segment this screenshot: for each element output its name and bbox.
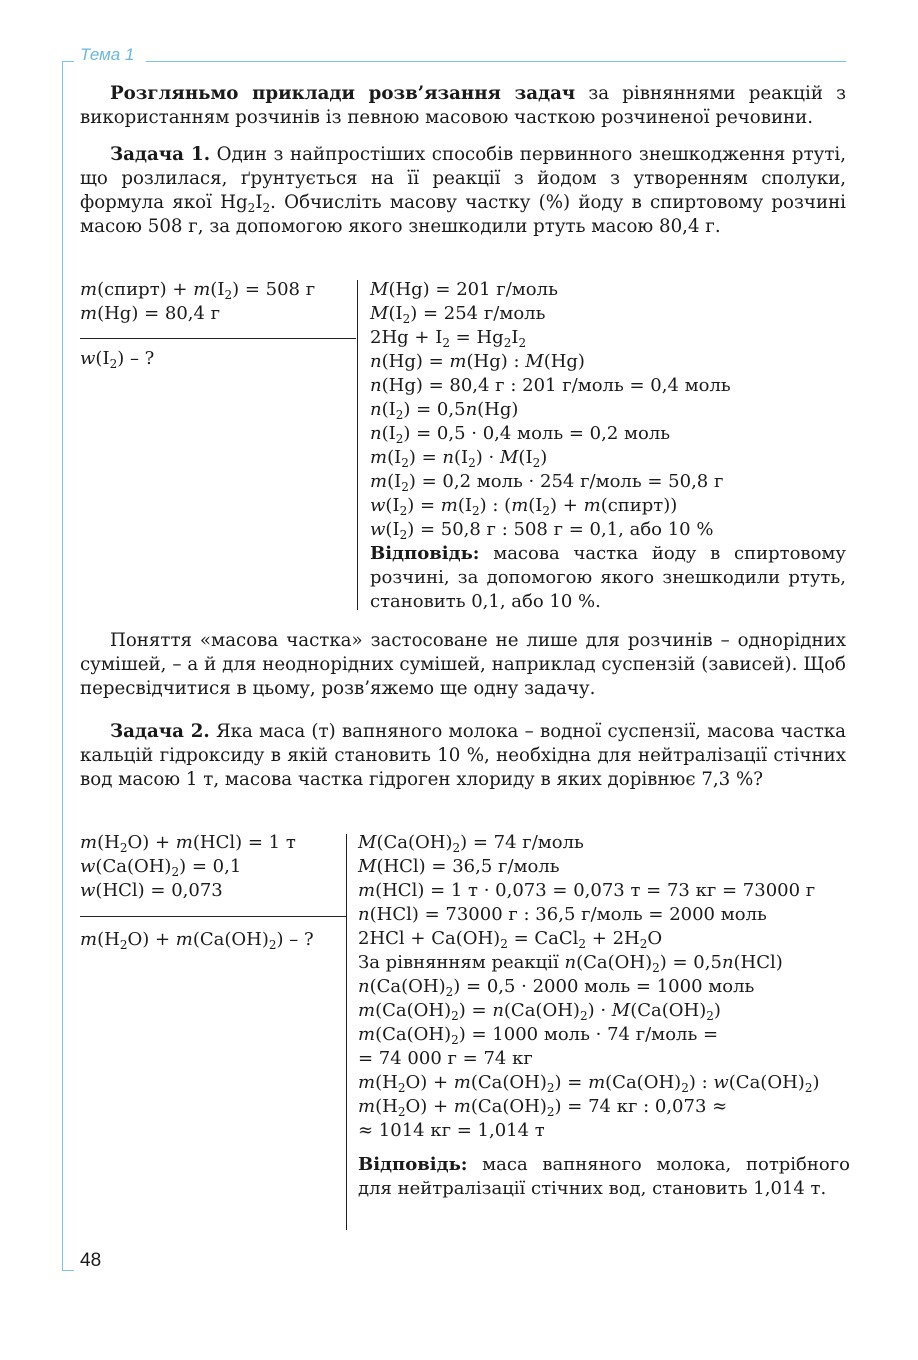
task2-solution-line: За рівнянням реакції $n(Ca(OH)_2) = 0,5n(HCl)$ xyxy=(358,952,783,975)
task1-given-line1: m(спирт) + $m(I_2) = 508$ г xyxy=(80,279,316,302)
task1-solution-lines xyxy=(370,278,846,542)
task2-solution-line: $n(Ca(OH)_2) = 0,5 \cdot 2000$ моль = 1000 моль xyxy=(358,976,755,999)
task2-text: Яка маса (т) вапняного молока – водної суспензії, масова частка кальцій гідроксиду в якій становить 10 %, необхідна для нейтралізації стічних вод масою 1 т, масова частка гідроген хлориду в яких дорівнює 7,3 %? xyxy=(80,721,846,790)
task2-statement xyxy=(80,720,846,792)
intro-bold: Розгляньмо приклади розв’язання задач xyxy=(110,83,576,104)
task2-solution-line: ≈ 1014 кг = 1,014 т xyxy=(358,1120,545,1141)
task2-solution-line: $m(Ca(OH)_2) = n(Ca(OH)_2) \cdot M(Ca(OH)_2)$ xyxy=(358,1000,721,1023)
task2-label: Задача 2. xyxy=(110,721,210,742)
task2-solution-line: n(HCl) = 73000 г : 36,5 г/моль = 2000 моль xyxy=(358,904,767,925)
task2-find xyxy=(80,928,314,952)
task1-given xyxy=(80,278,315,326)
task2-vertical-divider xyxy=(346,834,347,1230)
task1-solution-line: $2Hg + I_2 = Hg_2I_2$ xyxy=(370,327,527,350)
task1-given-divider xyxy=(80,338,356,339)
task1-solution-line: M(Hg) = 201 г/моль xyxy=(370,279,558,300)
task2-answer xyxy=(358,1153,850,1201)
task1-find xyxy=(80,347,154,371)
task1-solution-line: $M(I_2) = 254$ г/моль xyxy=(370,303,546,326)
task1-solution-line: n(Hg) = m(Hg) : M(Hg) xyxy=(370,351,585,372)
task2-solution-line: $m(Ca(OH)_2) = 1000$ моль · 74 г/моль = xyxy=(358,1024,719,1047)
task2-answer-text: маса вапняного молока, потрібного для нейтралізації стічних вод, становить 1,014 т. xyxy=(358,1154,850,1199)
task1-solution-line: $m(I_2) = 0,2$ моль · 254 г/моль = 50,8 г xyxy=(370,471,724,494)
task2-given-line2: $w(Ca(OH)_2) = 0,1$ xyxy=(80,856,242,879)
task1-solution-line: n(Hg) = 80,4 г : 201 г/моль = 0,4 моль xyxy=(370,375,731,396)
task1-label: Задача 1. xyxy=(110,144,211,165)
task1-answer-text: масова частка йоду в спиртовому розчині, за допомогою якого знешкодили ртуть, становить 0,1, або 10 %. xyxy=(370,543,846,612)
task2-solution-line: m(HCl) = 1 т · 0,073 = 0,073 т = 73 кг = 73000 г xyxy=(358,880,816,901)
task2-solution-line: M(HCl) = 36,5 г/моль xyxy=(358,856,560,877)
task1-solution-line: $n(I_2) = 0,5 \cdot 0,4$ моль = 0,2 моль xyxy=(370,423,671,446)
task2-given xyxy=(80,831,296,903)
task2-solution-lines xyxy=(358,831,850,1143)
task2-solution-line: $2HCl + Ca(OH)_2$ = CaCl$_2$ + $2H_2O$ xyxy=(358,928,663,951)
task1-solution-line: $w(I_2) = 50,8$ г : 508 г = 0,1, або 10 % xyxy=(370,519,714,542)
middle-paragraph-text: Поняття «масова частка» застосоване не лише для розчинів – однорідних сумішей, – а й для неоднорідних сумішей, наприклад суспензій (зависей). Щоб пересвідчитися в цьому, розв’яжемо ще одну задачу. xyxy=(80,630,846,699)
task2-solution-line: $M(Ca(OH)_2) = 74$ г/моль xyxy=(358,832,584,855)
task1-answer xyxy=(370,542,846,614)
frame-corner-bottom xyxy=(62,1270,74,1271)
intro-paragraph xyxy=(80,82,846,130)
frame-corner-top xyxy=(62,61,74,62)
intro-rest: за рівняннями реакцій з використанням розчинів із певною масовою часткою розчиненої речовини. xyxy=(80,83,846,128)
topic-label: Тема 1 xyxy=(80,45,135,64)
task1-solution-line: $w(I_2) = m(I_2)$ : ($m(I_2)$ + m(спирт)) xyxy=(370,495,678,518)
task2-given-divider xyxy=(80,916,346,917)
middle-paragraph xyxy=(80,629,846,701)
page-number: 48 xyxy=(80,1250,102,1271)
frame-left-line xyxy=(62,61,63,1271)
task2-solution-line: $m(H_2O) + m(Ca(OH)_2) = m(Ca(OH)_2)$ : $w(Ca(OH)_2)$ xyxy=(358,1072,820,1095)
task2-solution xyxy=(358,831,850,1201)
task1-text-a: Один з найпростіших способів первинного знешкодження ртуті, що розлилася, ґрунтується на її реакції з йодом з утворенням сполуки, формула якої Hg xyxy=(80,144,846,213)
task2-given-line3: w(HCl) = 0,073 xyxy=(80,880,223,901)
task1-solution-line: $m(I_2) = n(I_2) \cdot M(I_2)$ xyxy=(370,447,548,470)
task1-text-b: I xyxy=(255,192,263,213)
task2-solution-line: $m(H_2O) + m(Ca(OH)_2) = 74$ кг : 0,073 ≈ xyxy=(358,1096,728,1119)
task1-solution-line: $n(I_2) = 0,5n(Hg)$ xyxy=(370,399,519,422)
task1-solution xyxy=(370,278,846,614)
task1-given-line2: m(Hg) = 80,4 г xyxy=(80,303,221,324)
task1-vertical-divider xyxy=(357,280,358,610)
task2-solution-line: = 74 000 г = 74 кг xyxy=(358,1048,533,1069)
task2-answer-label: Відповідь: xyxy=(358,1154,468,1175)
task1-find-line: $w(I_2)$ – ? xyxy=(80,348,155,371)
task1-answer-label: Відповідь: xyxy=(370,543,480,564)
frame-top-line xyxy=(146,61,846,62)
task1-statement: Задача 1. Один з найпростіших способів первинного знешкодження ртуті, що розлилася, ґрунтується на її реакції з йодом з утворенням сполуки, формула якої $Hg_2I_2$. Обчисліть масову частку (%) йоду в спиртовому розчині масою 508 г, за допомогою якого знешкодили ртуть масою 80,4 г. xyxy=(80,144,847,237)
task1-text-c: . Обчисліть масову частку (%) йоду в спиртовому розчині масою 508 г, за допомогою якого знешкодили ртуть масою 80,4 г. xyxy=(80,192,847,237)
task2-given-line1: $m(H_2O) + m(HCl) = 1$ т xyxy=(80,832,296,855)
task2-find-line: $m(H_2O) + m(Ca(OH)_2)$ – ? xyxy=(80,929,314,952)
